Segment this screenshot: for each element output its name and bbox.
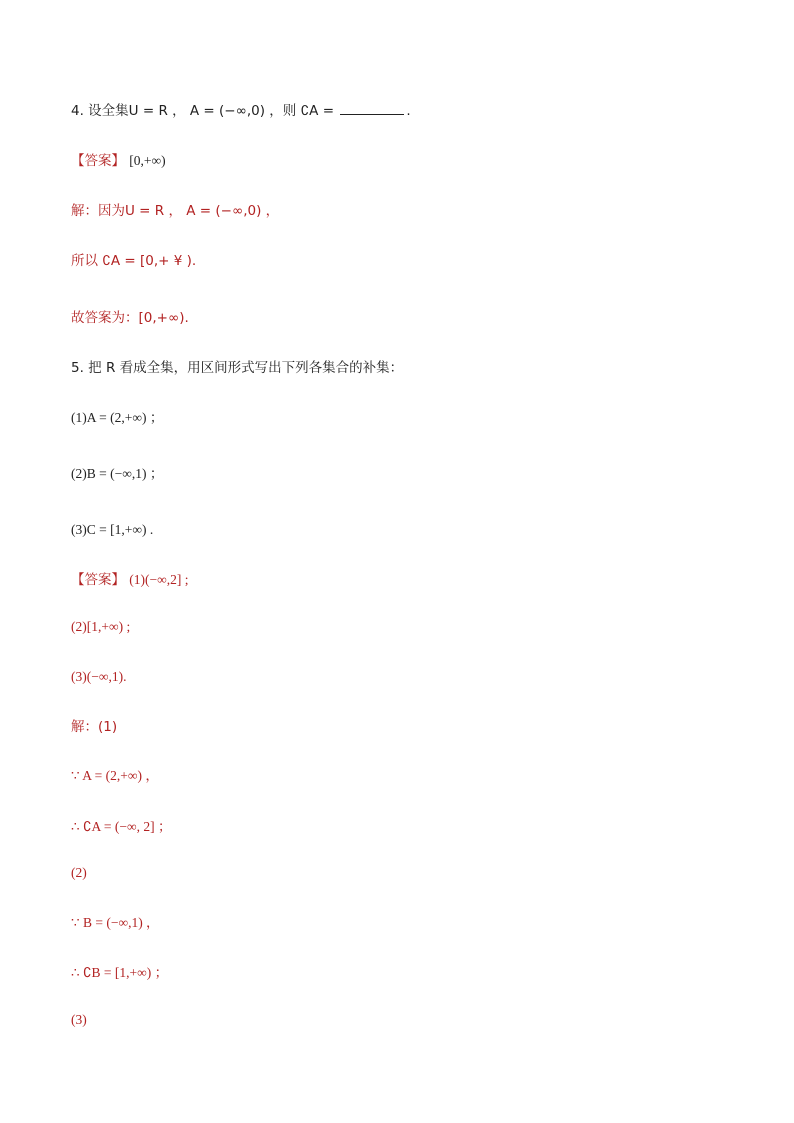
question-5: 5. 把 R 看成全集，用区间形式写出下列各集合的补集： [71,360,404,376]
answer-value: [0,+∞) [129,153,166,168]
answer-4 [71,151,166,171]
solution-5-part-2-label: (2) [71,865,87,880]
question-5-part-2: (2)B = (−∞,1) ； [71,466,164,481]
answer-5 [71,570,189,590]
answer-5-part-3: (3)(−∞,1). [71,669,127,684]
question-5-part-3: (3)C = [1,+∞) . [71,522,154,537]
answer-5-part-2: (2)[1,+∞) ; [71,619,131,634]
solution-5-line-4: ∴ ∁B = [1,+∞) ； [71,965,169,980]
solution-5-line-3: ∵ B = (−∞,1) ， [71,915,160,930]
answer-5-part-1: (1)(−∞,2] ; [129,572,189,587]
question-5-part-1: (1)A = (2,+∞) ； [71,410,164,425]
solution-5-line-2: ∴ ∁A = (−∞, 2] ； [71,819,172,834]
question-4: 4. 设全集U = R ， A = (−∞,0) ，则 ∁A = . [71,103,411,119]
solution-5-label: 解：(1) [71,719,118,735]
answer-blank [340,102,404,115]
solution-4-line-1: 解：因为U = R ， A = (−∞,0) ， [71,203,280,219]
answer-tag: 【答案】 [71,153,125,169]
solution-4-line-2: 所以 ∁A = [0,+ ¥ ). [71,253,197,269]
solution-5-line-1: ∵ A = (2,+∞) ， [71,768,159,783]
solution-5-part-3-label: (3) [71,1012,87,1027]
answer-tag: 【答案】 [71,572,125,588]
solution-4-conclusion: 故答案为：[0,+∞). [71,310,189,326]
